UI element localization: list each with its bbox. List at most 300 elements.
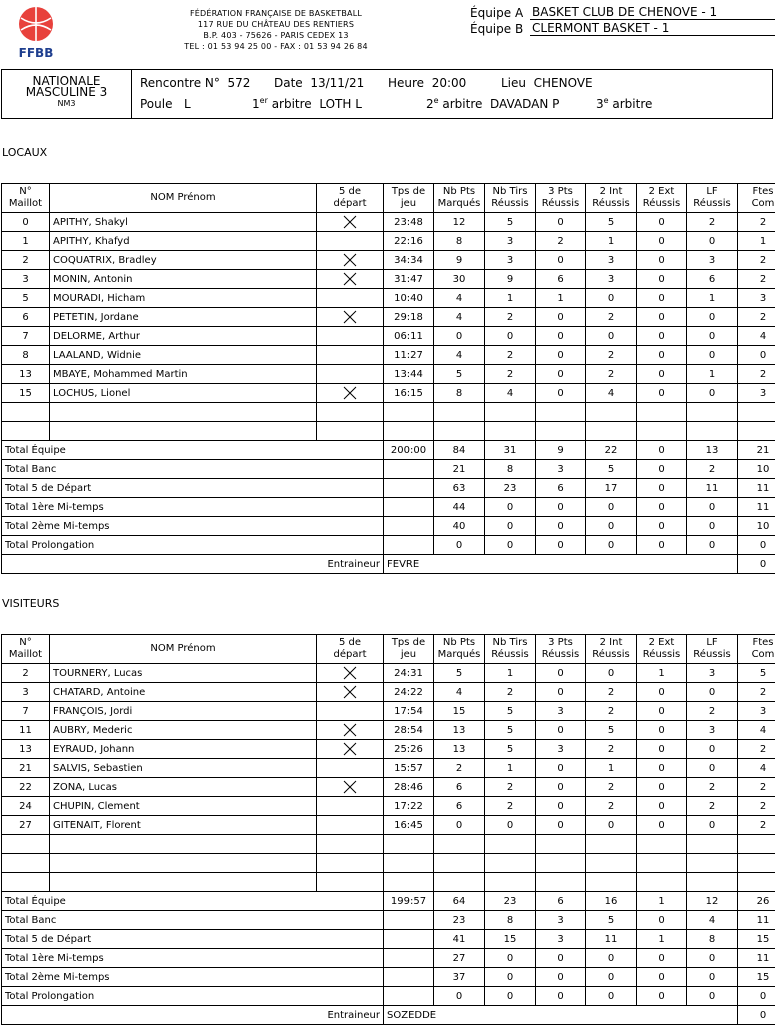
locaux-title: LOCAUX (2, 146, 47, 159)
total-value: 0 (637, 987, 687, 1006)
empty-cell (50, 854, 317, 873)
total-value: 15 (485, 930, 536, 949)
total-label: Total 1ère Mi-temps (2, 949, 384, 968)
starter-cross-icon (343, 780, 357, 794)
column-header-line: Marqués (434, 649, 484, 661)
stat-ext2: 0 (637, 213, 687, 232)
stat-int2: 3 (586, 251, 637, 270)
stat-int2: 0 (586, 289, 637, 308)
team-a-label: Équipe A (470, 6, 530, 20)
column-header (738, 635, 775, 664)
starter-cell (317, 327, 384, 346)
column-header-line: LF (687, 637, 737, 649)
stat-ext2: 0 (637, 308, 687, 327)
total-value: 0 (637, 517, 687, 536)
total-row (2, 892, 775, 911)
stat-lf: 2 (687, 797, 738, 816)
playing-time: 16:45 (384, 816, 434, 835)
stat-int2: 0 (586, 816, 637, 835)
total-value: 13 (687, 441, 738, 460)
stat-pts: 13 (434, 721, 485, 740)
stat-pts: 4 (434, 308, 485, 327)
stat-lf: 2 (687, 702, 738, 721)
empty-player-row (2, 854, 775, 873)
teams-block (470, 4, 775, 36)
total-time (384, 536, 434, 555)
total-time (384, 987, 434, 1006)
stat-pts: 8 (434, 232, 485, 251)
playing-time: 11:27 (384, 346, 434, 365)
starter-cell (317, 346, 384, 365)
playing-time: 31:47 (384, 270, 434, 289)
stat-fautes: 3 (738, 702, 775, 721)
total-value: 0 (536, 987, 586, 1006)
empty-cell (738, 403, 775, 422)
total-label: Total 5 de Départ (2, 930, 384, 949)
total-time: 199:57 (384, 892, 434, 911)
column-header (2, 184, 50, 213)
coach-name: SOZEDDE (384, 1006, 738, 1025)
total-value: 21 (738, 441, 775, 460)
column-header-line: Maillot (2, 198, 49, 210)
stat-fautes: 2 (738, 778, 775, 797)
starter-cell (317, 702, 384, 721)
empty-cell (536, 422, 586, 441)
player-row (2, 721, 775, 740)
total-value: 0 (434, 536, 485, 555)
player-row (2, 327, 775, 346)
total-row (2, 987, 775, 1006)
column-header (738, 184, 775, 213)
empty-cell (485, 403, 536, 422)
stat-lf: 1 (687, 289, 738, 308)
stat-lf: 0 (687, 346, 738, 365)
locaux-stats-table (1, 183, 775, 574)
jersey-number: 1 (2, 232, 50, 251)
player-row (2, 778, 775, 797)
stat-fautes: 2 (738, 308, 775, 327)
jersey-number: 7 (2, 327, 50, 346)
column-header (50, 184, 317, 213)
stat-int2: 0 (586, 327, 637, 346)
stat-int2: 2 (586, 365, 637, 384)
stat-p3: 0 (536, 664, 586, 683)
empty-cell (485, 854, 536, 873)
empty-cell (2, 422, 50, 441)
starter-cross-icon (343, 723, 357, 737)
stat-lf: 0 (687, 327, 738, 346)
total-value: 15 (738, 930, 775, 949)
empty-cell (586, 873, 637, 892)
jersey-number: 3 (2, 270, 50, 289)
starter-cell (317, 797, 384, 816)
stat-pts: 4 (434, 289, 485, 308)
player-name: TOURNERY, Lucas (50, 664, 317, 683)
empty-cell (536, 403, 586, 422)
jersey-number: 15 (2, 384, 50, 403)
total-value: 44 (434, 498, 485, 517)
total-value: 3 (536, 930, 586, 949)
total-value: 22 (586, 441, 637, 460)
playing-time: 17:22 (384, 797, 434, 816)
stat-p3: 0 (536, 346, 586, 365)
stat-pts: 4 (434, 683, 485, 702)
total-time (384, 911, 434, 930)
empty-cell (687, 835, 738, 854)
heure-field: Heure 20:00 (388, 76, 466, 90)
stat-lf: 3 (687, 251, 738, 270)
jersey-number: 2 (2, 664, 50, 683)
total-value: 0 (687, 536, 738, 555)
stat-ext2: 0 (637, 289, 687, 308)
column-header-line: 2 Int (586, 637, 636, 649)
total-value: 26 (738, 892, 775, 911)
jersey-number: 2 (2, 251, 50, 270)
player-name: APITHY, Shakyl (50, 213, 317, 232)
date-field: Date 13/11/21 (274, 76, 364, 90)
stat-fautes: 2 (738, 816, 775, 835)
competition: NATIONALE MASCULINE 3 NM3 (2, 70, 132, 118)
empty-cell (2, 854, 50, 873)
column-header-line: Nb Pts (434, 186, 484, 198)
player-name: CHATARD, Antoine (50, 683, 317, 702)
stat-lf: 6 (687, 270, 738, 289)
empty-cell (50, 873, 317, 892)
arbitre1-field: 1er arbitre LOTH L (252, 96, 362, 111)
stat-int2: 5 (586, 213, 637, 232)
starter-cell (317, 740, 384, 759)
column-header-line: 2 Ext (637, 637, 686, 649)
column-header (536, 184, 586, 213)
team-b-label: Équipe B (470, 22, 530, 36)
column-header-line: N° (2, 186, 49, 198)
empty-cell (317, 873, 384, 892)
empty-cell (384, 854, 434, 873)
column-header (687, 184, 738, 213)
stat-lf: 0 (687, 384, 738, 403)
playing-time: 25:26 (384, 740, 434, 759)
stat-lf: 2 (687, 778, 738, 797)
coach-fautes: 0 (738, 1006, 775, 1025)
total-row (2, 441, 775, 460)
player-name: MOURADI, Hicham (50, 289, 317, 308)
stat-ext2: 0 (637, 759, 687, 778)
total-value: 0 (485, 536, 536, 555)
jersey-number: 13 (2, 365, 50, 384)
playing-time: 17:54 (384, 702, 434, 721)
total-value: 0 (485, 968, 536, 987)
column-header-line: Tps de (384, 637, 433, 649)
empty-player-row (2, 403, 775, 422)
stat-pts: 5 (434, 365, 485, 384)
stat-ext2: 0 (637, 683, 687, 702)
stat-int2: 1 (586, 232, 637, 251)
empty-cell (384, 835, 434, 854)
playing-time: 15:57 (384, 759, 434, 778)
total-value: 2 (687, 460, 738, 479)
player-row (2, 232, 775, 251)
player-row (2, 251, 775, 270)
stat-ext2: 0 (637, 702, 687, 721)
column-header-line: jeu (384, 649, 433, 661)
total-time (384, 517, 434, 536)
stat-int2: 2 (586, 702, 637, 721)
playing-time: 23:48 (384, 213, 434, 232)
empty-cell (434, 422, 485, 441)
player-name: GITENAIT, Florent (50, 816, 317, 835)
player-row (2, 213, 775, 232)
total-value: 17 (586, 479, 637, 498)
stat-lf: 1 (687, 365, 738, 384)
stat-int2: 5 (586, 721, 637, 740)
total-label: Total Prolongation (2, 536, 384, 555)
total-time (384, 968, 434, 987)
total-value: 10 (738, 460, 775, 479)
empty-cell (434, 403, 485, 422)
stat-pts: 15 (434, 702, 485, 721)
empty-player-row (2, 835, 775, 854)
total-value: 37 (434, 968, 485, 987)
stat-int2: 1 (586, 759, 637, 778)
empty-cell (384, 403, 434, 422)
stat-pts: 4 (434, 346, 485, 365)
stat-ext2: 0 (637, 384, 687, 403)
stat-pts: 9 (434, 251, 485, 270)
stat-tirs: 1 (485, 664, 536, 683)
total-value: 0 (485, 517, 536, 536)
player-name: EYRAUD, Johann (50, 740, 317, 759)
column-header (586, 184, 637, 213)
empty-cell (738, 422, 775, 441)
stat-lf: 0 (687, 816, 738, 835)
starter-cross-icon (343, 272, 357, 286)
player-name: DELORME, Arthur (50, 327, 317, 346)
empty-cell (384, 422, 434, 441)
total-label: Total 1ère Mi-temps (2, 498, 384, 517)
stat-fautes: 0 (738, 346, 775, 365)
column-header-line: 2 Int (586, 186, 636, 198)
arbitre3-field: 3e arbitre (596, 96, 652, 111)
starter-cell (317, 816, 384, 835)
stat-p3: 0 (536, 251, 586, 270)
empty-cell (637, 854, 687, 873)
column-header (586, 635, 637, 664)
stat-pts: 2 (434, 759, 485, 778)
empty-cell (586, 403, 637, 422)
total-value: 12 (687, 892, 738, 911)
empty-cell (485, 835, 536, 854)
player-name: FRANÇOIS, Jordi (50, 702, 317, 721)
total-label: Total 5 de Départ (2, 479, 384, 498)
column-header-line: Com (738, 649, 775, 661)
stat-tirs: 2 (485, 778, 536, 797)
starter-cell (317, 289, 384, 308)
total-value: 0 (586, 498, 637, 517)
total-value: 23 (434, 911, 485, 930)
stat-lf: 3 (687, 721, 738, 740)
total-row (2, 911, 775, 930)
column-header (536, 635, 586, 664)
playing-time: 29:18 (384, 308, 434, 327)
total-value: 0 (687, 987, 738, 1006)
total-value: 3 (536, 460, 586, 479)
stat-tirs: 3 (485, 251, 536, 270)
column-header (434, 184, 485, 213)
stat-tirs: 5 (485, 213, 536, 232)
column-header-line: Ftes (738, 186, 775, 198)
total-value: 0 (536, 536, 586, 555)
column-header (317, 184, 384, 213)
player-row (2, 270, 775, 289)
jersey-number: 24 (2, 797, 50, 816)
total-row (2, 949, 775, 968)
empty-cell (485, 873, 536, 892)
total-value: 0 (485, 987, 536, 1006)
player-name: LOCHUS, Lionel (50, 384, 317, 403)
player-name: AUBRY, Mederic (50, 721, 317, 740)
stat-p3: 3 (536, 740, 586, 759)
coach-row (2, 555, 775, 574)
match-info-box (1, 69, 773, 119)
stat-int2: 3 (586, 270, 637, 289)
empty-player-row (2, 422, 775, 441)
stat-ext2: 0 (637, 816, 687, 835)
stat-p3: 0 (536, 816, 586, 835)
header-row (2, 184, 775, 213)
column-header-line: Réussis (485, 649, 535, 661)
stat-fautes: 2 (738, 270, 775, 289)
total-value: 0 (485, 498, 536, 517)
total-row (2, 498, 775, 517)
coach-label: Entraineur (2, 555, 384, 574)
column-header (687, 635, 738, 664)
stat-ext2: 0 (637, 270, 687, 289)
playing-time: 24:22 (384, 683, 434, 702)
stat-p3: 2 (536, 232, 586, 251)
jersey-number: 8 (2, 346, 50, 365)
stat-fautes: 2 (738, 213, 775, 232)
stat-p3: 1 (536, 289, 586, 308)
total-value: 40 (434, 517, 485, 536)
total-row (2, 479, 775, 498)
stat-fautes: 5 (738, 664, 775, 683)
playing-time: 28:54 (384, 721, 434, 740)
team-a-name: BASKET CLUB DE CHENOVE - 1 (530, 5, 775, 20)
stat-lf: 0 (687, 232, 738, 251)
column-header-line: Réussis (485, 198, 535, 210)
total-value: 27 (434, 949, 485, 968)
column-header-line: LF (687, 186, 737, 198)
stat-tirs: 0 (485, 327, 536, 346)
total-value: 0 (536, 949, 586, 968)
stat-int2: 2 (586, 683, 637, 702)
total-value: 11 (586, 930, 637, 949)
column-header-line: Nb Tirs (485, 637, 535, 649)
empty-cell (2, 403, 50, 422)
column-header (50, 635, 317, 664)
stat-p3: 0 (536, 683, 586, 702)
total-label: Total 2ème Mi-temps (2, 968, 384, 987)
empty-player-row (2, 873, 775, 892)
stat-fautes: 4 (738, 721, 775, 740)
total-value: 0 (687, 949, 738, 968)
total-time: 200:00 (384, 441, 434, 460)
column-header-line: Réussis (586, 649, 636, 661)
column-header-line: Réussis (536, 649, 585, 661)
jersey-number: 27 (2, 816, 50, 835)
header-row (2, 635, 775, 664)
rencontre-field: Rencontre N° 572 (140, 76, 250, 90)
total-value: 10 (738, 517, 775, 536)
total-value: 5 (586, 460, 637, 479)
empty-cell (738, 854, 775, 873)
total-value: 11 (738, 949, 775, 968)
starter-cross-icon (343, 742, 357, 756)
stat-p3: 0 (536, 778, 586, 797)
stat-tirs: 5 (485, 740, 536, 759)
column-header-line: 5 de (317, 637, 383, 649)
total-value: 0 (687, 968, 738, 987)
total-value: 11 (738, 479, 775, 498)
coach-name: FEVRE (384, 555, 738, 574)
stat-lf: 0 (687, 308, 738, 327)
stat-tirs: 5 (485, 702, 536, 721)
total-value: 11 (738, 911, 775, 930)
column-header-line: Nb Pts (434, 637, 484, 649)
federation-address: FÉDÉRATION FRANÇAISE DE BASKETBALL 117 RUE DU CHÂTEAU DES RENTIERS B.P. 403 - 75626 - PARIS CEDEX 13 TEL : 01 53 94 25 00 - FAX : 01 53 94 26 84 (160, 8, 392, 52)
column-header-line: jeu (384, 198, 433, 210)
column-header-line: 3 Pts (536, 186, 585, 198)
stat-tirs: 2 (485, 346, 536, 365)
player-row (2, 816, 775, 835)
stat-int2: 2 (586, 346, 637, 365)
stat-tirs: 9 (485, 270, 536, 289)
total-value: 5 (586, 911, 637, 930)
player-name: ZONA, Lucas (50, 778, 317, 797)
stat-ext2: 0 (637, 346, 687, 365)
stat-tirs: 1 (485, 289, 536, 308)
total-value: 41 (434, 930, 485, 949)
column-header-line: 2 Ext (637, 186, 686, 198)
stat-fautes: 1 (738, 232, 775, 251)
starter-cell (317, 251, 384, 270)
stat-tirs: 4 (485, 384, 536, 403)
column-header-line: NOM Prénom (50, 643, 316, 655)
stat-fautes: 4 (738, 759, 775, 778)
column-header (2, 635, 50, 664)
stat-ext2: 1 (637, 664, 687, 683)
stat-p3: 0 (536, 759, 586, 778)
stat-tirs: 5 (485, 721, 536, 740)
total-label: Total Prolongation (2, 987, 384, 1006)
player-row (2, 740, 775, 759)
empty-cell (50, 422, 317, 441)
starter-cell (317, 759, 384, 778)
total-value: 31 (485, 441, 536, 460)
player-name: COQUATRIX, Bradley (50, 251, 317, 270)
jersey-number: 6 (2, 308, 50, 327)
column-header (637, 635, 687, 664)
column-header (384, 184, 434, 213)
column-header-line: Réussis (687, 649, 737, 661)
total-time (384, 498, 434, 517)
stat-fautes: 3 (738, 384, 775, 403)
playing-time: 34:34 (384, 251, 434, 270)
stat-fautes: 2 (738, 251, 775, 270)
column-header-line: Réussis (586, 198, 636, 210)
empty-cell (536, 835, 586, 854)
empty-cell (317, 854, 384, 873)
